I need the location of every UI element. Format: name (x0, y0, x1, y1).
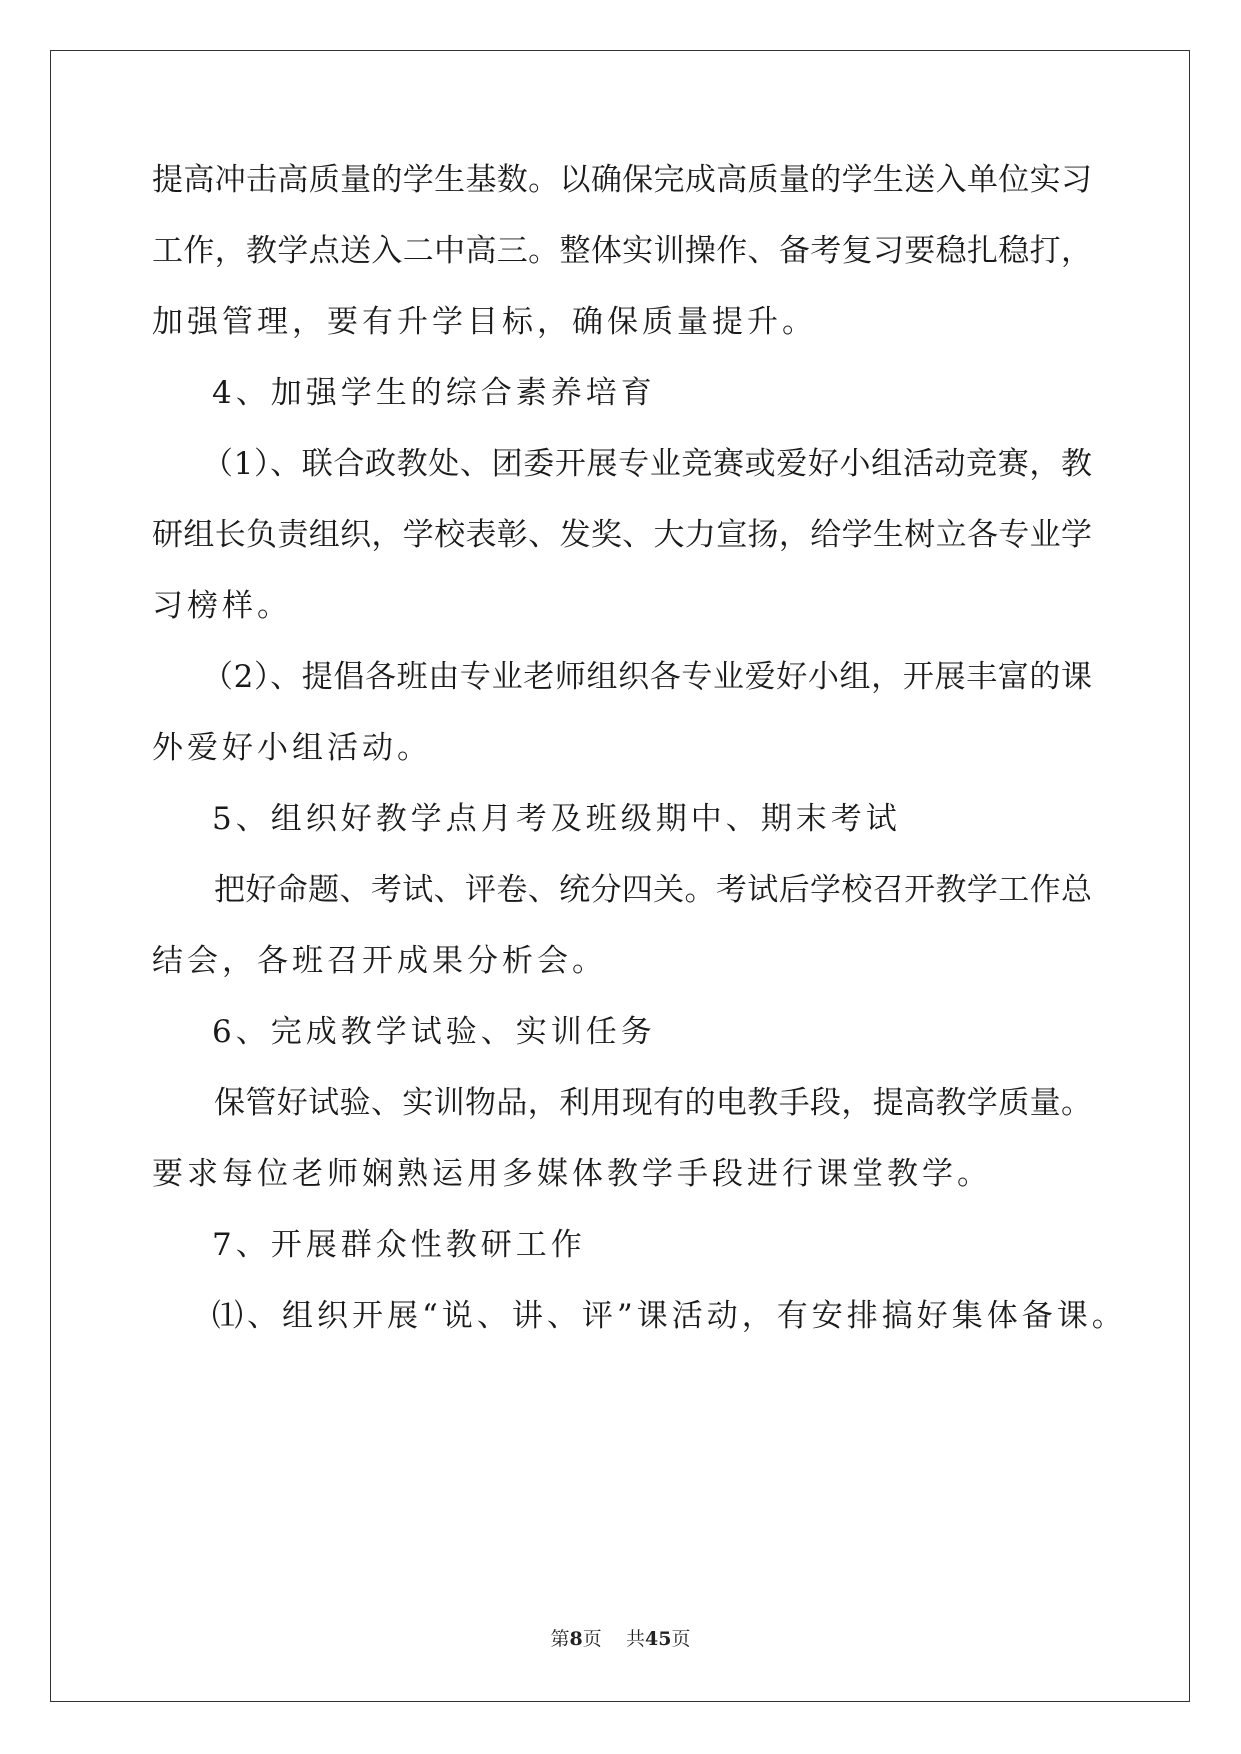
paragraph-line: 工作，教学点送入二中高三。整体实训操作、备考复习要稳扎稳打， (152, 233, 1092, 269)
section-heading: 6、完成教学试验、实训任务 (212, 1014, 656, 1050)
paragraph-line: 保管好试验、实训物品，利用现有的电教手段，提高教学质量。 (214, 1085, 1092, 1121)
section-heading: 4、加强学生的综合素养培育 (212, 375, 656, 411)
page-label-prefix: 第 (550, 1628, 570, 1650)
page-label-suffix: 页 (582, 1628, 602, 1650)
paragraph-line: 习榜样。 (152, 588, 292, 624)
total-label-prefix: 共 (625, 1628, 645, 1650)
paragraph-line: 加强管理，要有升学目标，确保质量提升。 (152, 304, 817, 340)
section-heading: 7、开展群众性教研工作 (212, 1227, 586, 1263)
total-pages: 45 (644, 1628, 672, 1650)
page-number: 8 (569, 1628, 583, 1650)
section-heading: 5、组织好教学点月考及班级期中、期末考试 (212, 801, 901, 837)
paragraph-line: 结会，各班召开成果分析会。 (152, 943, 607, 979)
paragraph-line: 外爱好小组活动。 (152, 730, 432, 766)
paragraph-line: （1）、联合政教处、团委开展专业竞赛或爱好小组活动竞赛，教 (202, 446, 1092, 482)
paragraph-line: 把好命题、考试、评卷、统分四关。考试后学校召开教学工作总 (214, 872, 1092, 908)
paragraph-line: （2）、提倡各班由专业老师组织各专业爱好小组，开展丰富的课 (202, 659, 1092, 695)
paragraph-line: 要求每位老师娴熟运用多媒体教学手段进行课堂教学。 (152, 1156, 992, 1192)
paragraph-line: ⑴、组织开展“说、讲、评”课活动，有安排搞好集体备课。 (212, 1298, 1127, 1334)
paragraph-line: 提高冲击高质量的学生基数。以确保完成高质量的学生送入单位实习 (152, 162, 1092, 198)
total-label-suffix: 页 (671, 1628, 691, 1650)
paragraph-line: 研组长负责组织，学校表彰、发奖、大力宣扬，给学生树立各专业学 (152, 517, 1092, 553)
page-footer (0, 1627, 1241, 1651)
